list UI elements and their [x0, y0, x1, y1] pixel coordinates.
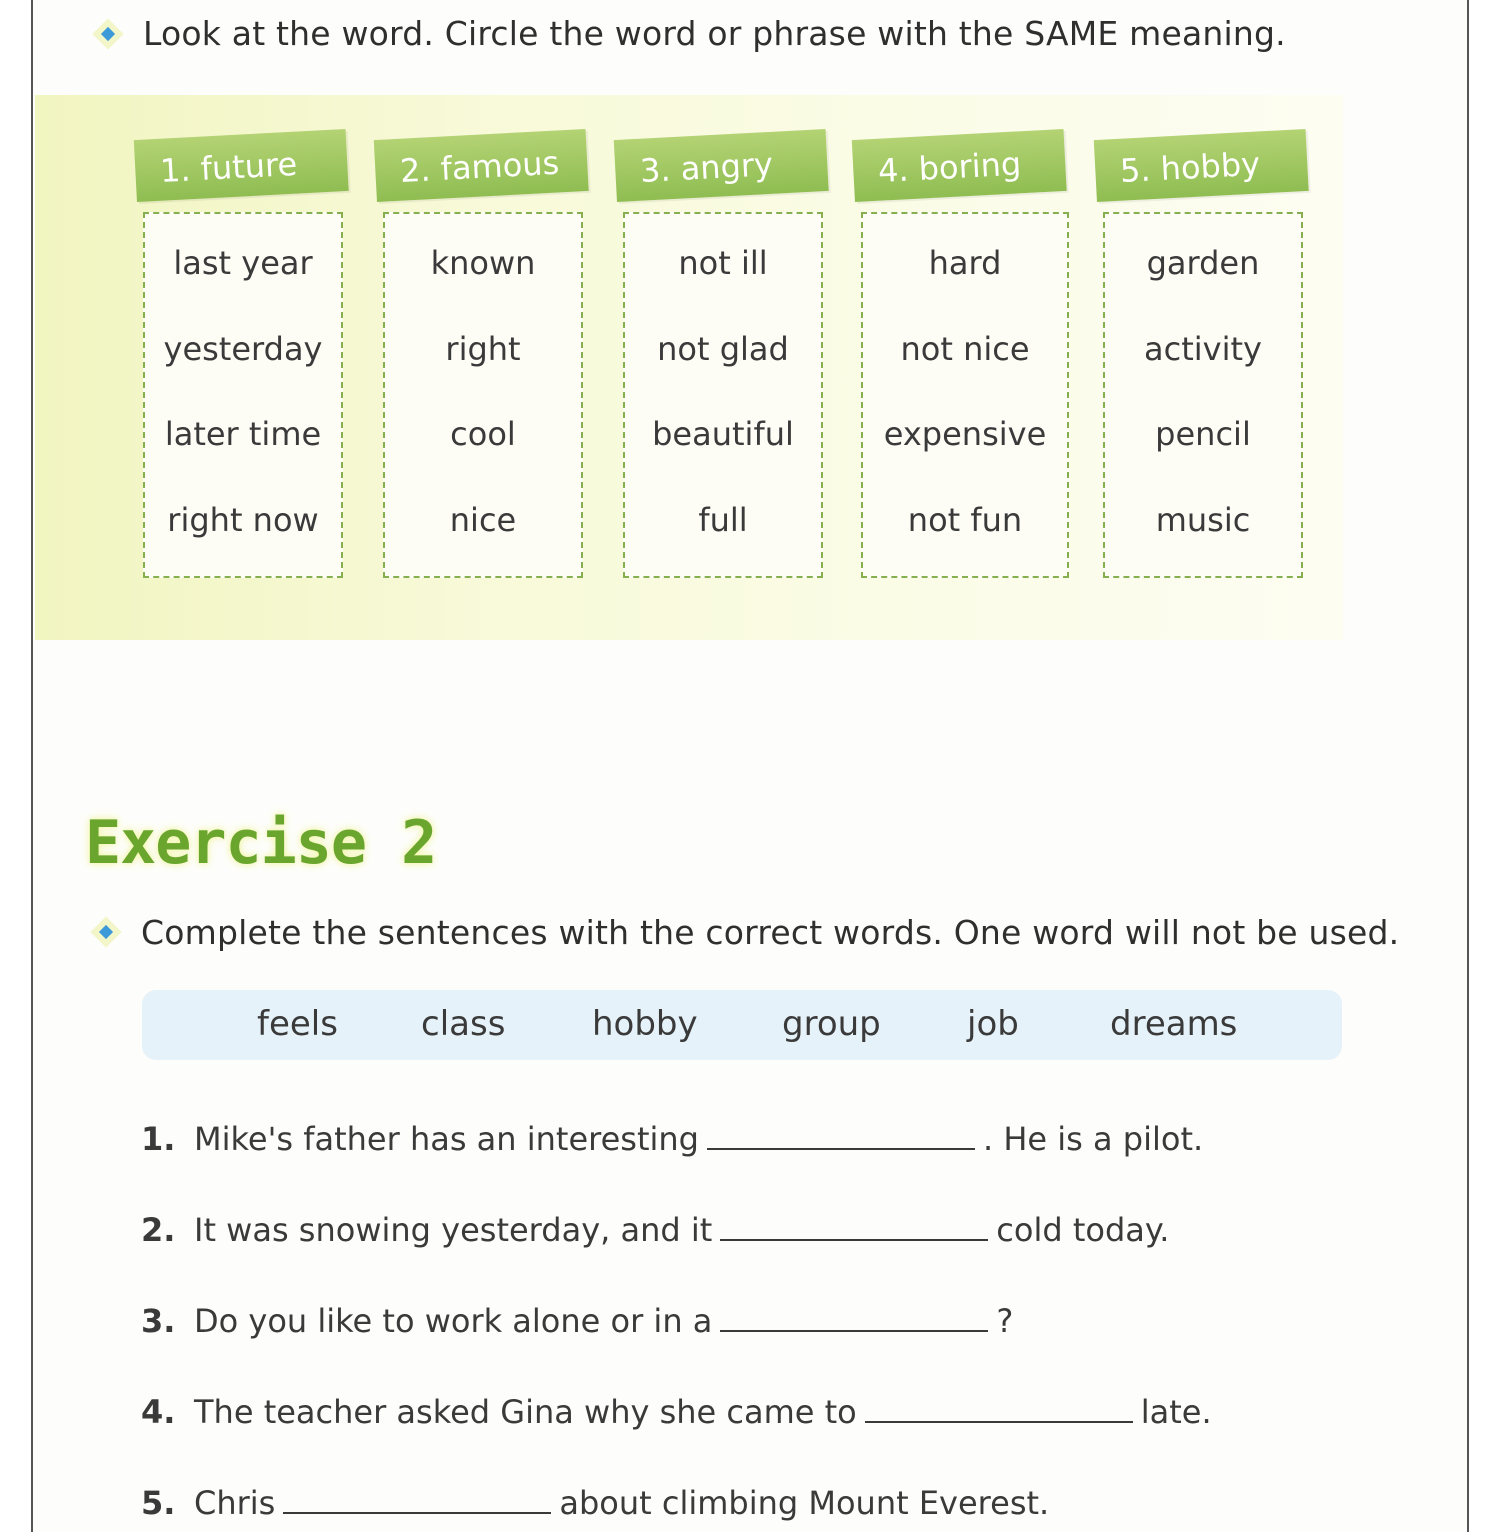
answer-blank[interactable]: [707, 1126, 975, 1150]
word-tag-label: 3. angry: [639, 145, 774, 190]
sentence-after: late.: [1140, 1393, 1212, 1431]
sentence-item: [141, 1484, 1049, 1522]
option-choice[interactable]: pencil: [1155, 415, 1251, 453]
sentence-item: [141, 1120, 1203, 1158]
option-choice[interactable]: hard: [928, 244, 1002, 282]
option-choice[interactable]: expensive: [883, 415, 1047, 453]
option-choice[interactable]: beautiful: [652, 415, 794, 453]
sentence-after: ?: [996, 1302, 1014, 1340]
answer-blank[interactable]: [720, 1217, 988, 1241]
sentence-number: 4.: [141, 1393, 176, 1431]
options-box: [623, 212, 823, 578]
option-choice[interactable]: known: [430, 244, 536, 282]
sentence-before: Chris: [194, 1484, 276, 1522]
sentence-after: about climbing Mount Everest.: [559, 1484, 1050, 1522]
sentence-item: [141, 1211, 1169, 1249]
options-box: [861, 212, 1069, 578]
sentence-before: Mike's father has an interesting: [194, 1120, 699, 1158]
sentence-before: The teacher asked Gina why she came to: [194, 1393, 857, 1431]
option-choice[interactable]: right now: [167, 501, 319, 539]
option-choice[interactable]: cool: [450, 415, 516, 453]
bullet-diamond-icon: [90, 916, 121, 947]
sentence-item: [141, 1302, 1013, 1340]
sentence-number: 2.: [141, 1211, 176, 1249]
option-choice[interactable]: not ill: [678, 244, 768, 282]
sentence-before: Do you like to work alone or in a: [194, 1302, 713, 1340]
sentence-item: [141, 1393, 1212, 1431]
sentence-number: 5.: [141, 1484, 176, 1522]
word-bank-item[interactable]: dreams: [1110, 1004, 1238, 1044]
exercise2-instruction: Complete the sentences with the correct words. One word will not be used.: [141, 913, 1400, 952]
bullet-diamond-icon: [92, 18, 123, 49]
answer-blank[interactable]: [283, 1490, 551, 1514]
sentence-number: 3.: [141, 1302, 176, 1340]
sentence-after: . He is a pilot.: [982, 1120, 1204, 1158]
answer-blank[interactable]: [865, 1399, 1133, 1423]
options-box: [383, 212, 583, 578]
exercise2-title: Exercise 2: [85, 808, 437, 878]
option-choice[interactable]: later time: [164, 415, 322, 453]
word-bank-item[interactable]: feels: [257, 1004, 338, 1044]
sentence-after: cold today.: [996, 1211, 1170, 1249]
option-choice[interactable]: not glad: [657, 330, 789, 368]
word-tag-label: 1. future: [159, 144, 299, 190]
word-bank-item[interactable]: group: [782, 1004, 881, 1044]
sentence-before: It was snowing yesterday, and it: [194, 1211, 713, 1249]
option-choice[interactable]: garden: [1146, 244, 1260, 282]
word-tag-label: 4. boring: [877, 144, 1023, 190]
sentence-number: 1.: [141, 1120, 176, 1158]
option-choice[interactable]: activity: [1144, 330, 1262, 368]
option-choice[interactable]: last year: [173, 244, 313, 282]
word-bank-item[interactable]: hobby: [592, 1004, 698, 1044]
word-bank-item[interactable]: job: [967, 1004, 1019, 1044]
options-box: [1103, 212, 1303, 578]
answer-blank[interactable]: [720, 1308, 988, 1332]
options-box: [143, 212, 343, 578]
worksheet-page: [31, 0, 1469, 1532]
option-choice[interactable]: music: [1155, 501, 1251, 539]
word-bank: [142, 990, 1342, 1060]
word-bank-item[interactable]: class: [421, 1004, 506, 1044]
word-tag-label: 5. hobby: [1119, 144, 1261, 190]
option-choice[interactable]: not fun: [907, 501, 1023, 539]
option-choice[interactable]: yesterday: [163, 330, 323, 368]
option-choice[interactable]: full: [698, 501, 748, 539]
option-choice[interactable]: right: [445, 330, 521, 368]
exercise1-instruction: Look at the word. Circle the word or phrase with the SAME meaning.: [143, 14, 1286, 53]
option-choice[interactable]: nice: [449, 501, 517, 539]
option-choice[interactable]: not nice: [900, 330, 1030, 368]
word-tag-label: 2. famous: [399, 143, 561, 190]
